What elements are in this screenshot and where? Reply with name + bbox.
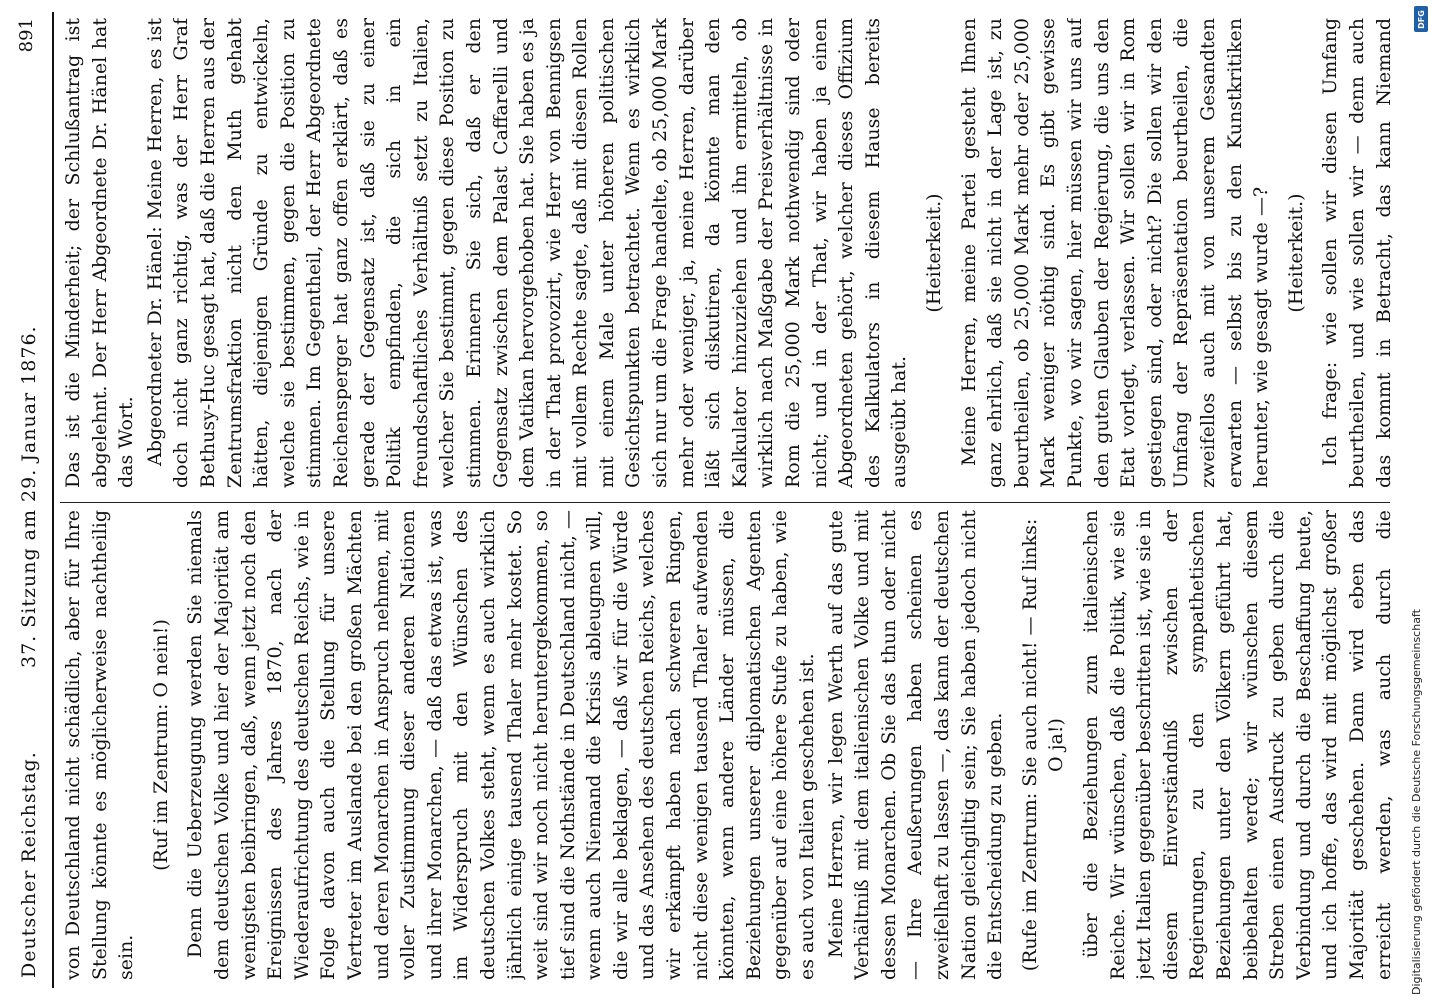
interjection: (Heiterkeit.) — [1284, 193, 1307, 313]
interjection: (Ruf im Zentrum: O nein!) — [149, 619, 172, 871]
header-publication: Deutscher Reichstag. — [18, 751, 40, 978]
paragraph: Ich frage: wie sollen wir diesen Umfang beurtheilen, und wie sollen wir — denn auch das kommt in Betracht, das kann Niemand — [1319, 18, 1395, 488]
paragraph: Meine Herren, wir legen Werth auf das gute Verhältniß mit dem italienischen Volke und mit dessen Monarchen. Ob Sie das thun oder nicht — Ihre Aeußerungen haben scheinen es zweifelhaft zu lassen —, das kann der deutschen Nation gleichgiltig sein; Sie haben jedoch nicht die Entscheidung zu geben. — [824, 510, 1007, 980]
interjection: (Rufe im Zentrum: Sie auch nicht! — Ruf links: O ja!) — [1018, 518, 1068, 972]
paragraph: von Deutschland nicht schädlich, aber für Ihre Stellung könnte es möglicherweise nachtheilig sein. — [62, 510, 138, 980]
header-rule — [52, 12, 54, 988]
right-column — [60, 18, 1400, 488]
paragraph: Abgeordneter Dr. Hänel: Meine Herren, es ist doch nicht ganz richtig, was der Herr Graf Bethusy-Huc gesagt hat, daß die Herren aus der Zentrumsfraktion nicht den Muth gehabt hätten, diejenigen Gründe zu entwickeln, welche sie bestimmen, gegen die Position zu stimmen. Im Gegentheil, der Herr Abgeordnete Reichensperger hat ganz offen erklärt, daß es gerade der Gegensatz ist, daß sie zu einer Politik empfinden, die sich in ein freundschaftliches Verhältniß setzt zu Italien, welcher Sie bestimmt, gegen diese Position zu stimmen. Erinnern Sie sich, daß er den Gegensatz zwischen dem Palast Caffarelli und dem Vatikan hervorgehoben hat. Sie haben es ja in der That provozirt, wie Herr von Bennigsen mit vollem Rechte sagte, daß mit diesen Rollen mit einem Male unter höheren politischen Gesichtspunkten betrachtet. Wenn es wirklich sich nur um die Frage handelte, ob 25,000 Mark mehr oder weniger, ja, meine Herren, darüber läßt sich diskutiren, da könnte man den Kalkulator hinzuziehen und ihn ermitteln, ob wirklich nach Maßgabe der Preisverhältnisse in Rom die 25,000 Mark nothwendig sind oder nicht; und in der That, wir haben ja einen Abgeordneten gehört, welcher dieses Offizium des Kalkulators in diesem Hause bereits ausgeübt hat. — [143, 18, 911, 488]
left-column — [60, 510, 1400, 980]
paragraph: Das ist die Minderheit; der Schlußantrag ist abgelehnt. Der Herr Abgeordnete Dr. Hänel hat das Wort. — [62, 18, 138, 488]
interjection: (Heiterkeit.) — [923, 193, 945, 313]
paragraph: Meine Herren, meine Partei gesteht Ihnen ganz ehrlich, daß sie nicht in der Lage ist, zu beurtheilen, ob 25,000 Mark mehr oder 25,000 Mark weniger nöthig sind. Es gibt gewisse Punkte, wo wir sagen, hier müssen wir uns auf den guten Glauben der Regierung, die uns den Etat vorlegt, verlassen. Wir sollen wir in Rom gestiegen sind, oder nicht? Die sollen wir den Umfang der Repräsentation beurtheilen, die zweifellos auch mit von unserem Gesandten erwarten — selbst bis zu den Kunstkritiken herunter, wie gesagt wurde —? — [957, 18, 1273, 488]
dfg-logo — [1414, 6, 1428, 32]
digitization-credit: Digitalisierung gefördert durch die Deutsche Forschungsgemeinschaft — [1410, 609, 1423, 995]
column-divider — [60, 502, 1390, 503]
header-session: 37. Sitzung am 29. Januar 1876. — [18, 325, 40, 668]
paragraph: über die Beziehungen zum italienischen Reiche. Wir wünschen, daß die Politik, wie sie jetzt Italien gegenüber beschritten ist, wie sie in diesem Einverständniß zwischen der Regierungen, zu den sympathetischen Beziehungen unter den Völkern geführt hat, beibehalten werde; wir wünschen diesem Streben einen Ausdruck zu geben durch die Verbindung und durch die Beschaffung heute, und ich hoffe, das wird mit möglichst großer Majorität geschehen. Dann wird eben das erreicht werden, was auch durch die — [1079, 510, 1395, 980]
header-page-number: 891 — [16, 18, 37, 53]
page-header — [8, 12, 52, 988]
paragraph: Denn die Ueberzeugung werden Sie niemals dem deutschen Volke und hier der Majorität am wenigsten beibringen, daß, wenn jetzt noch den Ereignissen des Jahres 1870, nach der Wiederaufrichtung des deutschen Reichs, wie in Folge davon auch die Stellung für unsere Vertreter im Auslande bei den großen Mächten und deren Monarchen in Anspruch nehmen, mit voller Zustimmung dieser anderen Nationen und ihrer Monarchen, — daß das etwas ist, was im Widerspruch mit den Wünschen des deutschen Volkes steht, wenn es auch wirklich jährlich einige tausend Thaler mehr kostet. So weit sind wir noch nicht heruntergekommen, so tief sind die Nothstände in Deutschland nicht, — wenn auch Niemand die Krisis ableugnen will, die wir alle beklagen, — daß wir für die Würde und das Ansehen des deutschen Reichs, welches wir erkämpft haben nach schweren Ringen, nicht diese wenigen tausend Thaler aufwenden könnten, wenn andere Länder müssen, die Beziehungen unserer diplomatischen Agenten gegenüber auf eine höhere Stufe zu haben, wie es auch von Italien geschehen ist. — [184, 510, 819, 980]
dfg-logo-text: DFG — [1416, 9, 1426, 29]
